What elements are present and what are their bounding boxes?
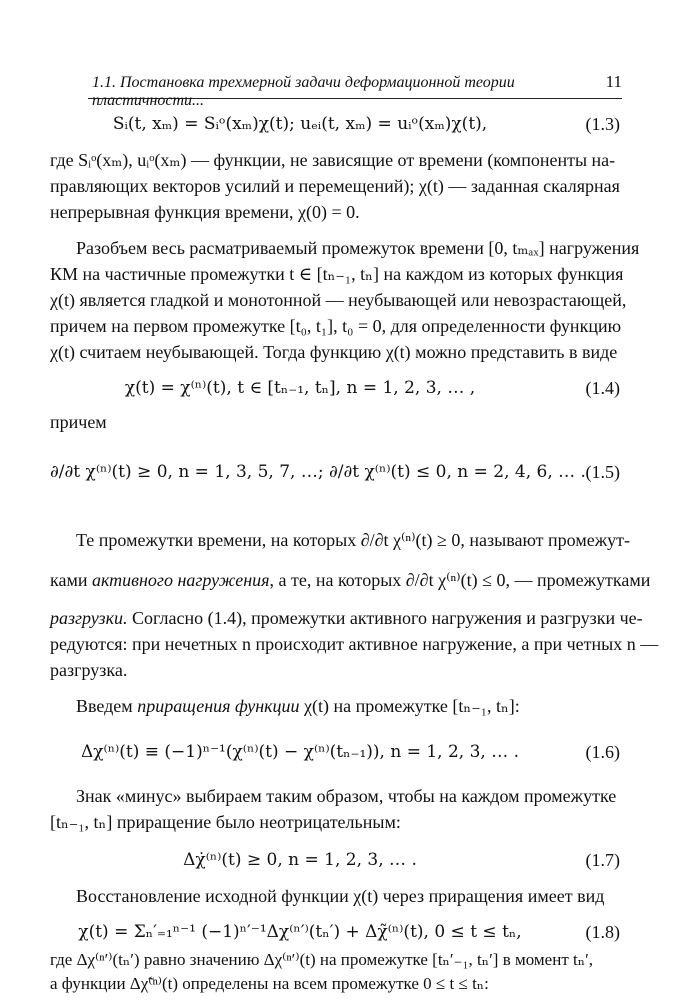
text-line: КМ на частичные промежутки t ∈ [tₙ₋₁, tₙ] на каждом из которых функция (50, 264, 624, 284)
equation-tag: (1.6) (585, 742, 620, 762)
text-line: причем (50, 412, 107, 432)
text-line: Восстановление исходной функции χ(t) через приращения имеет вид (76, 886, 605, 906)
equation-1-8 (50, 920, 620, 948)
text-line: причем на первом промежутке [t₀, t₁], t₀ = 0, для определенности функцию (50, 316, 622, 336)
equation-body: Δχ̇⁽ⁿ⁾(t) ≥ 0, n = 1, 2, 3, … . (183, 850, 417, 870)
equation-body: Sᵢ(t, xₘ) = Sᵢᵒ(xₘ)χ(t); uₑᵢ(t, xₘ) = uᵢᵒ(xₘ)χ(t), (112, 114, 488, 134)
term-active-loading: активного нагружения (92, 570, 270, 590)
text-line (50, 608, 643, 629)
text-run: χ(t) на промежутке [tₙ₋₁, tₙ]: (299, 696, 520, 716)
text-run: Согласно (1.4), промежутки активного нагружения и разгрузки че- (127, 608, 643, 628)
text-line: Знак «минус» выбираем таким образом, чтобы на каждом промежутке (76, 786, 617, 806)
equation-tag: (1.7) (585, 850, 620, 870)
equation-1-4 (50, 376, 620, 404)
header-title: 1.1. Постановка трехмерной задачи деформационной теории пластичности... (92, 74, 515, 109)
equation-body: Δχ⁽ⁿ⁾(t) ≡ (−1)ⁿ⁻¹(χ⁽ⁿ⁾(t) − χ⁽ⁿ⁾(tₙ₋₁)), n = 1, 2, 3, … . (80, 742, 520, 762)
running-header (88, 72, 622, 109)
text-line: χ(t) считаем неубывающей. Тогда функцию χ(t) можно представить в виде (50, 342, 618, 362)
equation-tag: (1.8) (585, 922, 620, 942)
text-run: , а те, на которых ∂/∂t χ⁽ⁿ⁾(t) ≤ 0, — промежутками (269, 570, 651, 590)
equation-1-5 (50, 460, 620, 488)
page-number: 11 (605, 72, 622, 91)
equation-body: ∂/∂t χ⁽ⁿ⁾(t) ≥ 0, n = 1, 3, 5, 7, …; ∂/∂t χ⁽ⁿ⁾(t) ≤ 0, n = 2, 4, 6, … . (50, 462, 586, 482)
text-line: [tₙ₋₁, tₙ] приращение было неотрицательным: (50, 812, 401, 832)
text-run: Введем (76, 696, 138, 716)
text-run: ками (50, 570, 92, 590)
equation-body: χ(t) = Σₙ′₌₁ⁿ⁻¹ (−1)ⁿ′⁻¹Δχ⁽ⁿ′⁾(tₙ′) + Δχ̃⁽ⁿ⁾(t), 0 ≤ t ≤ tₙ, (78, 922, 522, 942)
text-line: χ(t) является гладкой и монотонной — неубывающей или невозрастающей, (50, 290, 627, 310)
text-line: где Δχ⁽ⁿ′⁾(tₙ′) равно значению Δχ⁽ⁿ′⁾(t) на промежутке [tₙ′₋₁, tₙ′] в момент tₙ′, (50, 950, 594, 969)
equation-tag: (1.5) (585, 462, 620, 482)
text-line: Те промежутки времени, на которых ∂/∂t χ⁽ⁿ⁾(t) ≥ 0, называют промежут- (76, 530, 631, 550)
text-line: а функции Δχ̃⁽ⁿ⁾(t) определены на всем промежутке 0 ≤ t ≤ tₙ: (50, 974, 489, 993)
text-line: разгрузка. (50, 660, 128, 680)
equation-tag: (1.3) (585, 114, 620, 134)
text-line (50, 570, 650, 591)
text-line: правляющих векторов усилий и перемещений); χ(t) — заданная скалярная (50, 176, 620, 196)
equation-body: χ(t) = χ⁽ⁿ⁾(t), t ∈ [tₙ₋₁, tₙ], n = 1, 2, 3, … , (124, 378, 476, 398)
text-line (76, 696, 520, 717)
text-line: Разобъем весь расматриваемый промежуток времени [0, tₘₐₓ] нагружения (76, 238, 640, 258)
text-line: где Sᵢᵒ(xₘ), uᵢᵒ(xₘ) — функции, не зависящие от времени (компоненты на- (50, 150, 616, 170)
term-unloading: разгрузки. (50, 608, 128, 628)
equation-tag: (1.4) (585, 378, 620, 398)
equation-1-6 (50, 740, 620, 768)
term-increments: приращения функции (137, 696, 300, 716)
text-line: непрерывная функция времени, χ(0) = 0. (50, 202, 360, 222)
text-line: редуются: при нечетных n происходит активное нагружение, а при четных n — (50, 634, 659, 654)
equation-1-7 (50, 848, 620, 876)
equation-1-3 (50, 112, 620, 140)
